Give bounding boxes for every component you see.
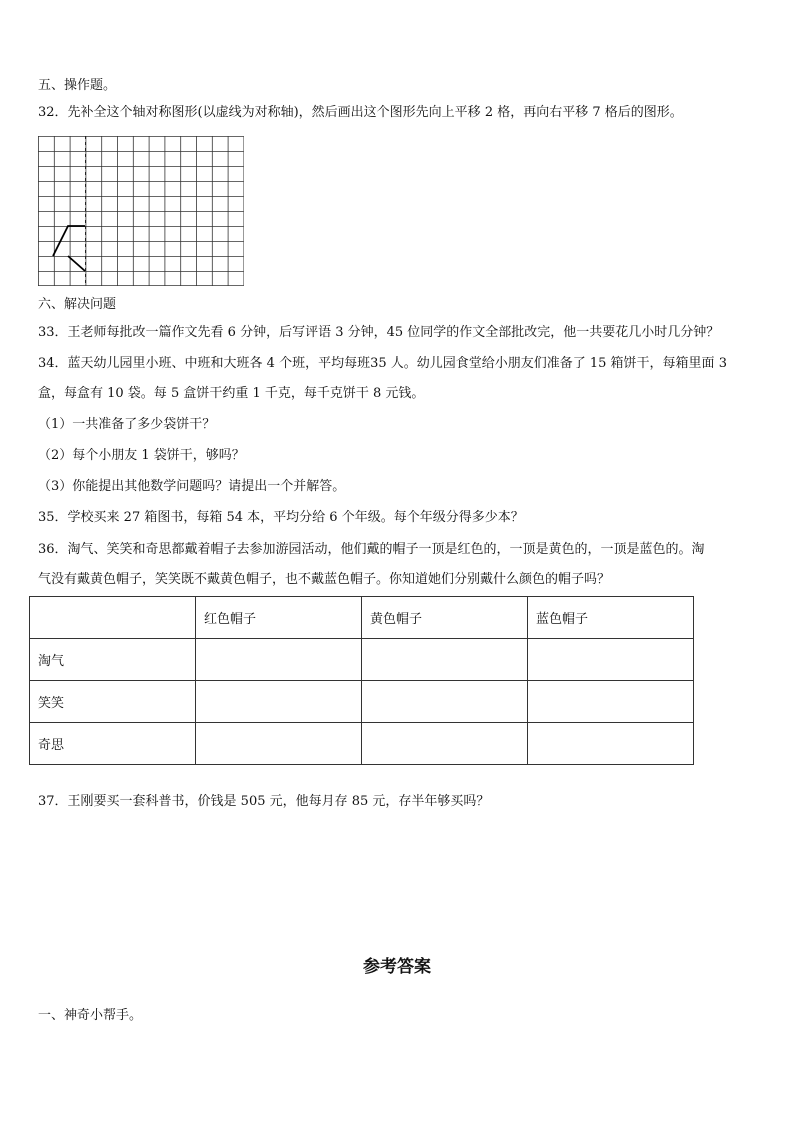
- half-figure-lower: [68, 256, 85, 271]
- answer-section-one-heading: 一、神奇小帮手。: [38, 1008, 143, 1023]
- table-header-cell: 黄色帽子: [362, 597, 528, 639]
- question-35: 35．学校买来 27 箱图书，每箱 54 本，平均分给 6 个年级。每个年级分得多少本？: [38, 510, 524, 525]
- table-cell[interactable]: [528, 681, 694, 723]
- table-cell[interactable]: [528, 723, 694, 765]
- question-34-sub2: （2）每个小朋友 1 袋饼干，够吗？: [38, 448, 245, 463]
- table-header-cell: [30, 597, 196, 639]
- question-36-line2: 气没有戴黄色帽子，笑笑既不戴黄色帽子，也不戴蓝色帽子。你知道她们分别戴什么颜色的帽子吗？: [38, 572, 611, 587]
- symmetry-grid-figure: [38, 136, 244, 286]
- section-five-heading: 五、操作题。: [38, 78, 117, 93]
- table-row-label: 奇思: [30, 723, 196, 765]
- table-header-row: [30, 597, 694, 639]
- question-37: 37．王刚要买一套科普书，价钱是 505 元，他每月存 85 元，存半年够买吗？: [38, 794, 490, 809]
- table-row: [30, 723, 694, 765]
- half-figure-upper: [53, 226, 85, 256]
- table-cell[interactable]: [362, 681, 528, 723]
- table-header-cell: 红色帽子: [196, 597, 362, 639]
- table-cell[interactable]: [196, 723, 362, 765]
- hat-color-table: [29, 596, 694, 765]
- question-34-sub3: （3）你能提出其他数学问题吗？请提出一个并解答。: [38, 479, 346, 494]
- table-header-cell: 蓝色帽子: [528, 597, 694, 639]
- table-cell[interactable]: [196, 681, 362, 723]
- table-row-label: 笑笑: [30, 681, 196, 723]
- question-36-line1: 36．淘气、笑笑和奇思都戴着帽子去参加游园活动，他们戴的帽子一顶是红色的，一顶是黄色的，一顶是蓝色的。淘: [38, 542, 705, 557]
- question-32: 32．先补全这个轴对称图形(以虚线为对称轴)，然后画出这个图形先向上平移 2 格，再向右平移 7 格后的图形。: [38, 105, 683, 120]
- table-cell[interactable]: [528, 639, 694, 681]
- section-six-heading: 六、解决问题: [38, 297, 117, 312]
- table-cell[interactable]: [196, 639, 362, 681]
- question-33: 33．王老师每批改一篇作文先看 6 分钟，后写评语 3 分钟，45 位同学的作文全部批改完，他一共要花几小时几分钟？: [38, 325, 720, 340]
- question-34-sub1: （1）一共准备了多少袋饼干？: [38, 417, 216, 432]
- grid-lines: [38, 136, 244, 286]
- table-cell[interactable]: [362, 639, 528, 681]
- table-row-label: 淘气: [30, 639, 196, 681]
- table-cell[interactable]: [362, 723, 528, 765]
- question-34-line2: 盒，每盒有 10 袋。每 5 盒饼干约重 1 千克，每千克饼干 8 元钱。: [38, 386, 425, 401]
- table-row: [30, 681, 694, 723]
- question-34-line1: 34．蓝天幼儿园里小班、中班和大班各 4 个班，平均每班35 人。幼儿园食堂给小朋友们准备了 15 箱饼干，每箱里面 3: [38, 356, 727, 371]
- answer-section-title: 参考答案: [363, 957, 431, 977]
- table-row: [30, 639, 694, 681]
